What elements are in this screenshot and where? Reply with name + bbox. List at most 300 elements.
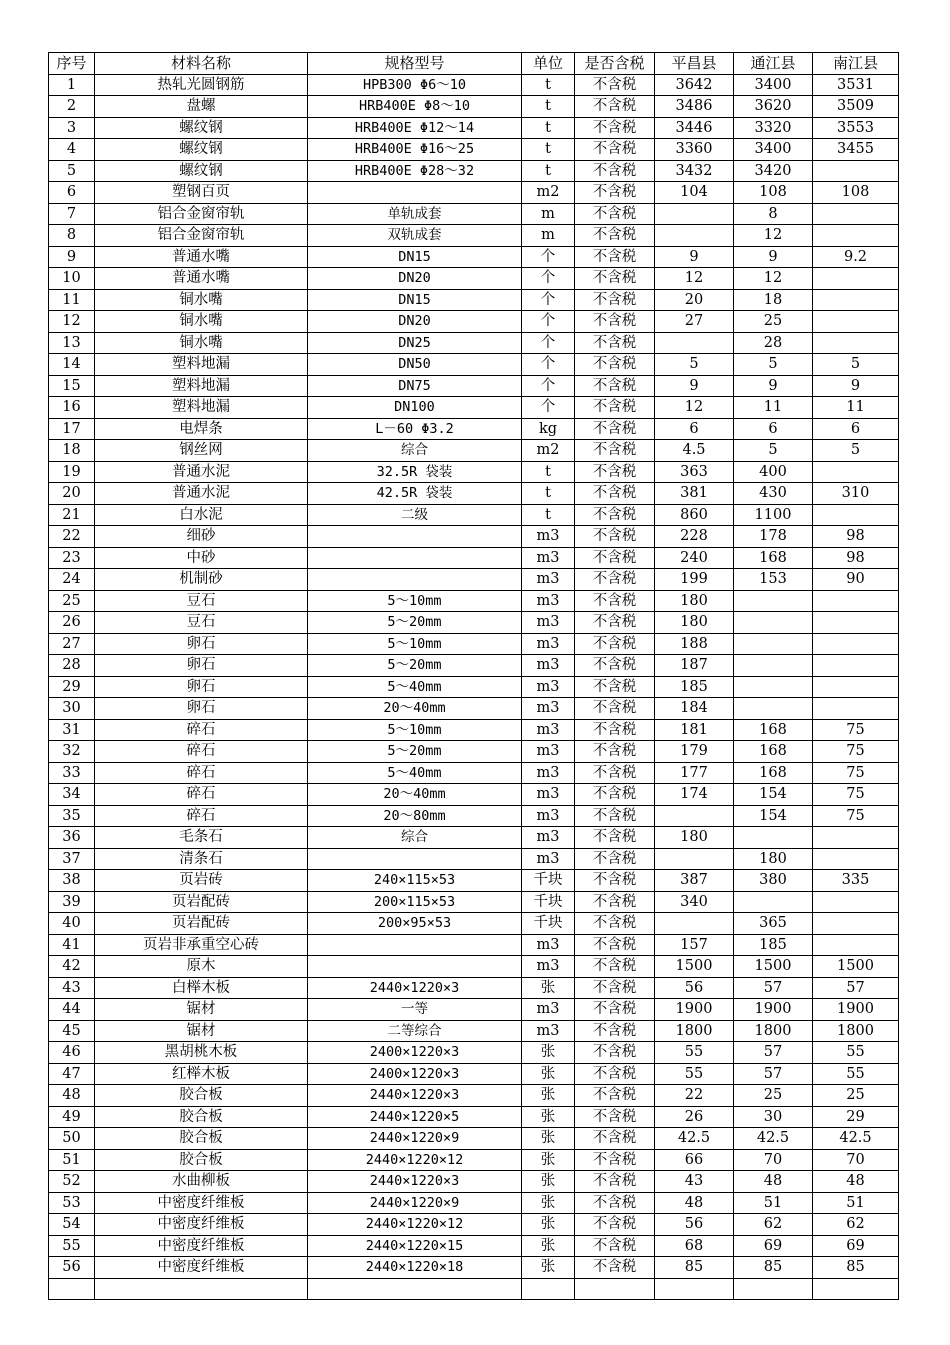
cell-pingchang: 6 <box>655 418 734 440</box>
cell-pingchang: 56 <box>655 977 734 999</box>
cell-spec: HPB300 Φ6～10 <box>308 74 522 96</box>
cell-index: 2 <box>49 96 95 118</box>
cell-nanjiang: 75 <box>813 762 899 784</box>
cell-material-name: 碎石 <box>95 762 308 784</box>
table-row <box>49 1085 899 1107</box>
cell-index: 31 <box>49 719 95 741</box>
cell-nanjiang: 1500 <box>813 956 899 978</box>
cell-material-name: 中密度纤维板 <box>95 1235 308 1257</box>
cell-spec: 32.5R 袋装 <box>308 461 522 483</box>
cell-unit: t <box>522 117 575 139</box>
table-row <box>49 547 899 569</box>
cell-nanjiang: 25 <box>813 1085 899 1107</box>
cell-material-name: 中砂 <box>95 547 308 569</box>
cell-unit: 个 <box>522 332 575 354</box>
cell-pingchang: 179 <box>655 741 734 763</box>
cell-pingchang: 1500 <box>655 956 734 978</box>
table-row <box>49 332 899 354</box>
cell-tongjiang: 48 <box>734 1171 813 1193</box>
cell-unit: m3 <box>522 676 575 698</box>
cell-material-name: 塑料地漏 <box>95 397 308 419</box>
cell-material-name: 盘螺 <box>95 96 308 118</box>
cell-spec: 2400×1220×3 <box>308 1042 522 1064</box>
cell-unit: 千块 <box>522 891 575 913</box>
table-row <box>49 999 899 1021</box>
cell-index: 6 <box>49 182 95 204</box>
cell-tax: 不含税 <box>575 246 655 268</box>
cell-nanjiang: 9 <box>813 375 899 397</box>
cell-tax: 不含税 <box>575 1235 655 1257</box>
cell-unit: 个 <box>522 268 575 290</box>
table-row <box>49 655 899 677</box>
cell-material-name: 钢丝网 <box>95 440 308 462</box>
cell-index: 33 <box>49 762 95 784</box>
cell-spec: 42.5R 袋装 <box>308 483 522 505</box>
cell-material-name: 卵石 <box>95 633 308 655</box>
cell-spec: 200×95×53 <box>308 913 522 935</box>
cell-nanjiang: 42.5 <box>813 1128 899 1150</box>
cell-index: 12 <box>49 311 95 333</box>
cell-nanjiang: 98 <box>813 547 899 569</box>
cell-tax: 不含税 <box>575 74 655 96</box>
continuation-row <box>49 1278 899 1300</box>
cell-material-name: 中密度纤维板 <box>95 1257 308 1279</box>
table-row <box>49 956 899 978</box>
cell-pingchang <box>655 203 734 225</box>
cell-material-name: 塑料地漏 <box>95 375 308 397</box>
cell-index: 8 <box>49 225 95 247</box>
cell-material-name: 卵石 <box>95 655 308 677</box>
cell-material-name: 普通水嘴 <box>95 268 308 290</box>
table-row <box>49 1042 899 1064</box>
cell-pingchang: 184 <box>655 698 734 720</box>
cell-pingchang: 12 <box>655 397 734 419</box>
cell-spec: DN100 <box>308 397 522 419</box>
table-row <box>49 182 899 204</box>
cell-tongjiang: 18 <box>734 289 813 311</box>
table-row <box>49 418 899 440</box>
cell-material-name: 胶合板 <box>95 1149 308 1171</box>
cell-spec: 2440×1220×3 <box>308 1171 522 1193</box>
cell-material-name: 螺纹钢 <box>95 139 308 161</box>
cell-tongjiang: 62 <box>734 1214 813 1236</box>
cell-index: 4 <box>49 139 95 161</box>
cell-index: 11 <box>49 289 95 311</box>
table-row <box>49 504 899 526</box>
cell-tongjiang: 108 <box>734 182 813 204</box>
cell-tongjiang: 8 <box>734 203 813 225</box>
cell-tongjiang: 168 <box>734 719 813 741</box>
cell-tongjiang <box>734 891 813 913</box>
cell-spec: 2440×1220×9 <box>308 1192 522 1214</box>
cell-spec: 2440×1220×15 <box>308 1235 522 1257</box>
cell-material-name: 原木 <box>95 956 308 978</box>
cell-pingchang: 9 <box>655 375 734 397</box>
cell-spec: 5～20mm <box>308 612 522 634</box>
cell-nanjiang: 9.2 <box>813 246 899 268</box>
cell-tax: 不含税 <box>575 999 655 1021</box>
cell-unit: 张 <box>522 1235 575 1257</box>
cell-material-name: 红榉木板 <box>95 1063 308 1085</box>
table-row <box>49 805 899 827</box>
cell-tongjiang <box>734 655 813 677</box>
cell-material-name: 胶合板 <box>95 1128 308 1150</box>
cell-tongjiang: 5 <box>734 440 813 462</box>
cell-nanjiang: 48 <box>813 1171 899 1193</box>
cell-material-name: 螺纹钢 <box>95 117 308 139</box>
cell-tongjiang <box>734 698 813 720</box>
cell-unit: t <box>522 74 575 96</box>
cell-index: 44 <box>49 999 95 1021</box>
cell-material-name: 胶合板 <box>95 1085 308 1107</box>
cell-pingchang <box>655 225 734 247</box>
table-row <box>49 1149 899 1171</box>
cell-index: 1 <box>49 74 95 96</box>
cell-tongjiang <box>734 590 813 612</box>
table-row <box>49 440 899 462</box>
table-row <box>49 461 899 483</box>
cell-tongjiang: 430 <box>734 483 813 505</box>
cell-tax: 不含税 <box>575 827 655 849</box>
cell-unit: m3 <box>522 526 575 548</box>
cell-pingchang <box>655 848 734 870</box>
cell-tongjiang: 70 <box>734 1149 813 1171</box>
cell-nanjiang <box>813 504 899 526</box>
cell-spec: 5～10mm <box>308 590 522 612</box>
cell-spec: 2440×1220×3 <box>308 1085 522 1107</box>
cell-material-name: 水曲柳板 <box>95 1171 308 1193</box>
cell-pingchang: 26 <box>655 1106 734 1128</box>
cell-tax: 不含税 <box>575 805 655 827</box>
cell-nanjiang: 85 <box>813 1257 899 1279</box>
cell-tax: 不含税 <box>575 1171 655 1193</box>
cell-index: 55 <box>49 1235 95 1257</box>
cell-unit: 张 <box>522 1128 575 1150</box>
cell-material-name: 豆石 <box>95 590 308 612</box>
cell-material-name: 电焊条 <box>95 418 308 440</box>
cell-pingchang: 3432 <box>655 160 734 182</box>
cell-spec: HRB400E Φ28～32 <box>308 160 522 182</box>
cell-pingchang: 180 <box>655 612 734 634</box>
cell-tongjiang: 168 <box>734 762 813 784</box>
table-body <box>49 74 899 1278</box>
cell-nanjiang: 69 <box>813 1235 899 1257</box>
table-row <box>49 203 899 225</box>
cell-nanjiang: 310 <box>813 483 899 505</box>
cell-pingchang: 181 <box>655 719 734 741</box>
cell-tongjiang: 25 <box>734 1085 813 1107</box>
cell-unit: m3 <box>522 612 575 634</box>
cell-unit: 个 <box>522 289 575 311</box>
cell-index: 7 <box>49 203 95 225</box>
cell-material-name: 清条石 <box>95 848 308 870</box>
cell-tongjiang: 380 <box>734 870 813 892</box>
cell-unit: m2 <box>522 182 575 204</box>
cell-material-name: 卵石 <box>95 698 308 720</box>
cell-index: 16 <box>49 397 95 419</box>
table-row <box>49 784 899 806</box>
cell-unit: t <box>522 160 575 182</box>
cell-pingchang: 340 <box>655 891 734 913</box>
cell-nanjiang <box>813 590 899 612</box>
cell-spec: 2440×1220×5 <box>308 1106 522 1128</box>
cell-material-name: 铜水嘴 <box>95 332 308 354</box>
cell-pingchang: 48 <box>655 1192 734 1214</box>
cell-nanjiang: 75 <box>813 784 899 806</box>
cell-index: 35 <box>49 805 95 827</box>
cell-spec: 5～40mm <box>308 676 522 698</box>
cell-spec <box>308 934 522 956</box>
cell-tongjiang: 3620 <box>734 96 813 118</box>
cell-material-name: 胶合板 <box>95 1106 308 1128</box>
cell-tax: 不含税 <box>575 182 655 204</box>
cell-unit: m <box>522 225 575 247</box>
cell-unit: m3 <box>522 569 575 591</box>
cell-tax: 不含税 <box>575 1020 655 1042</box>
cell-unit: m3 <box>522 805 575 827</box>
cell-tongjiang <box>734 612 813 634</box>
table-row <box>49 612 899 634</box>
cell-nanjiang: 3553 <box>813 117 899 139</box>
table-row <box>49 698 899 720</box>
cell-pingchang: 174 <box>655 784 734 806</box>
cell-nanjiang: 3455 <box>813 139 899 161</box>
cell-tax: 不含税 <box>575 1106 655 1128</box>
cell-spec: DN20 <box>308 268 522 290</box>
cell-index: 30 <box>49 698 95 720</box>
cell-tongjiang: 154 <box>734 805 813 827</box>
cell-nanjiang: 55 <box>813 1063 899 1085</box>
table-row <box>49 569 899 591</box>
cell-tongjiang: 6 <box>734 418 813 440</box>
table-row <box>49 741 899 763</box>
cell-nanjiang <box>813 848 899 870</box>
cell-pingchang: 187 <box>655 655 734 677</box>
cell-material-name: 页岩配砖 <box>95 913 308 935</box>
cell-tax: 不含税 <box>575 311 655 333</box>
cell-nanjiang <box>813 934 899 956</box>
cell-spec: DN25 <box>308 332 522 354</box>
cell-nanjiang <box>813 203 899 225</box>
cell-index: 24 <box>49 569 95 591</box>
cell-unit: 个 <box>522 311 575 333</box>
cell-material-name: 白水泥 <box>95 504 308 526</box>
table-row <box>49 1020 899 1042</box>
cell-spec: 2400×1220×3 <box>308 1063 522 1085</box>
cell-spec: 20～80mm <box>308 805 522 827</box>
cell-pingchang: 387 <box>655 870 734 892</box>
cell-tax: 不含税 <box>575 504 655 526</box>
cell-pingchang <box>655 805 734 827</box>
cell-tongjiang: 57 <box>734 1063 813 1085</box>
cell-tax: 不含税 <box>575 289 655 311</box>
table-row <box>49 762 899 784</box>
cell-index: 41 <box>49 934 95 956</box>
cell-index: 10 <box>49 268 95 290</box>
cell-spec: HRB400E Φ16～25 <box>308 139 522 161</box>
cell-tongjiang: 12 <box>734 225 813 247</box>
cell-index: 18 <box>49 440 95 462</box>
cell-index: 40 <box>49 913 95 935</box>
cell-material-name: 塑料地漏 <box>95 354 308 376</box>
cell-nanjiang <box>813 160 899 182</box>
cell-tax: 不含税 <box>575 848 655 870</box>
cell-material-name: 普通水泥 <box>95 483 308 505</box>
header-spec: 规格型号 <box>308 53 522 75</box>
cell-spec: HRB400E Φ8～10 <box>308 96 522 118</box>
cell-unit: m3 <box>522 719 575 741</box>
table-row <box>49 1192 899 1214</box>
table-row <box>49 397 899 419</box>
cell-nanjiang <box>813 268 899 290</box>
cell-index: 27 <box>49 633 95 655</box>
cell-tax: 不含税 <box>575 698 655 720</box>
table-row <box>49 891 899 913</box>
cell-material-name: 锯材 <box>95 999 308 1021</box>
header-unit: 单位 <box>522 53 575 75</box>
cell-material-name: 螺纹钢 <box>95 160 308 182</box>
cell-unit: 张 <box>522 1192 575 1214</box>
cell-spec <box>308 547 522 569</box>
cell-pingchang: 157 <box>655 934 734 956</box>
cell-nanjiang: 55 <box>813 1042 899 1064</box>
cell-nanjiang <box>813 676 899 698</box>
cell-tax: 不含税 <box>575 332 655 354</box>
cell-pingchang: 3360 <box>655 139 734 161</box>
cell-index: 50 <box>49 1128 95 1150</box>
cell-nanjiang: 98 <box>813 526 899 548</box>
cell-spec <box>308 526 522 548</box>
cell-tax: 不含税 <box>575 1192 655 1214</box>
cell-tax: 不含税 <box>575 1257 655 1279</box>
cell-unit: m3 <box>522 827 575 849</box>
cell-pingchang: 42.5 <box>655 1128 734 1150</box>
table-row <box>49 246 899 268</box>
cell-unit: 张 <box>522 1171 575 1193</box>
cell-spec <box>308 182 522 204</box>
cell-spec: 5～40mm <box>308 762 522 784</box>
header-tax: 是否含税 <box>575 53 655 75</box>
cell-pingchang: 55 <box>655 1042 734 1064</box>
cell-material-name: 毛条石 <box>95 827 308 849</box>
cell-index: 28 <box>49 655 95 677</box>
cell-tax: 不含税 <box>575 1149 655 1171</box>
cell-unit: m3 <box>522 633 575 655</box>
cell-spec: 二级 <box>308 504 522 526</box>
cell-unit: m3 <box>522 741 575 763</box>
header-index: 序号 <box>49 53 95 75</box>
cell-nanjiang: 335 <box>813 870 899 892</box>
cell-nanjiang: 51 <box>813 1192 899 1214</box>
cell-spec: DN15 <box>308 289 522 311</box>
cell-tax: 不含税 <box>575 719 655 741</box>
cell-tongjiang: 30 <box>734 1106 813 1128</box>
cell-unit: kg <box>522 418 575 440</box>
table-row <box>49 375 899 397</box>
cell-nanjiang: 1900 <box>813 999 899 1021</box>
table-row <box>49 139 899 161</box>
cell-material-name: 铝合金窗帘轨 <box>95 225 308 247</box>
cell-unit: m <box>522 203 575 225</box>
cell-unit: 个 <box>522 246 575 268</box>
cell-nanjiang: 90 <box>813 569 899 591</box>
cell-pingchang: 188 <box>655 633 734 655</box>
cell-tongjiang: 9 <box>734 246 813 268</box>
cell-index: 23 <box>49 547 95 569</box>
cell-unit: 张 <box>522 1257 575 1279</box>
cell-unit: 千块 <box>522 913 575 935</box>
table-row <box>49 1214 899 1236</box>
cell-tax: 不含税 <box>575 440 655 462</box>
cell-spec: 2440×1220×18 <box>308 1257 522 1279</box>
cell-spec: DN50 <box>308 354 522 376</box>
cell-index: 5 <box>49 160 95 182</box>
cell-index: 20 <box>49 483 95 505</box>
cell-spec <box>308 848 522 870</box>
cell-index: 53 <box>49 1192 95 1214</box>
cell-tongjiang: 51 <box>734 1192 813 1214</box>
cell-tongjiang: 3420 <box>734 160 813 182</box>
cell-spec: DN20 <box>308 311 522 333</box>
cell-tongjiang: 28 <box>734 332 813 354</box>
table-row <box>49 354 899 376</box>
cell-index: 42 <box>49 956 95 978</box>
table-row <box>49 934 899 956</box>
cell-spec: 5～20mm <box>308 741 522 763</box>
cell-index: 19 <box>49 461 95 483</box>
cell-index: 22 <box>49 526 95 548</box>
cell-tax: 不含税 <box>575 655 655 677</box>
cell-nanjiang <box>813 311 899 333</box>
table-row <box>49 633 899 655</box>
cell-nanjiang <box>813 827 899 849</box>
cell-index: 54 <box>49 1214 95 1236</box>
cell-index: 43 <box>49 977 95 999</box>
cell-pingchang: 43 <box>655 1171 734 1193</box>
cell-nanjiang: 3531 <box>813 74 899 96</box>
cell-pingchang: 66 <box>655 1149 734 1171</box>
cell-tax: 不含税 <box>575 203 655 225</box>
header-row <box>49 53 899 75</box>
cell-nanjiang: 75 <box>813 805 899 827</box>
cell-pingchang: 180 <box>655 590 734 612</box>
cell-index: 36 <box>49 827 95 849</box>
cell-unit: m3 <box>522 547 575 569</box>
cell-pingchang: 199 <box>655 569 734 591</box>
cell-tax: 不含税 <box>575 913 655 935</box>
cell-nanjiang <box>813 633 899 655</box>
cell-tongjiang <box>734 633 813 655</box>
cell-index: 38 <box>49 870 95 892</box>
cell-tax: 不含税 <box>575 139 655 161</box>
table-row <box>49 719 899 741</box>
cell-nanjiang: 29 <box>813 1106 899 1128</box>
cell-unit: 张 <box>522 1085 575 1107</box>
table-row <box>49 676 899 698</box>
table-row <box>49 870 899 892</box>
cell-nanjiang: 62 <box>813 1214 899 1236</box>
cell-nanjiang: 57 <box>813 977 899 999</box>
cell-tax: 不含税 <box>575 977 655 999</box>
cell-index: 49 <box>49 1106 95 1128</box>
cell-nanjiang: 11 <box>813 397 899 419</box>
cell-tax: 不含税 <box>575 1042 655 1064</box>
cell-index: 47 <box>49 1063 95 1085</box>
cell-pingchang: 104 <box>655 182 734 204</box>
cell-material-name: 豆石 <box>95 612 308 634</box>
cell-nanjiang <box>813 461 899 483</box>
cell-spec: 5～20mm <box>308 655 522 677</box>
